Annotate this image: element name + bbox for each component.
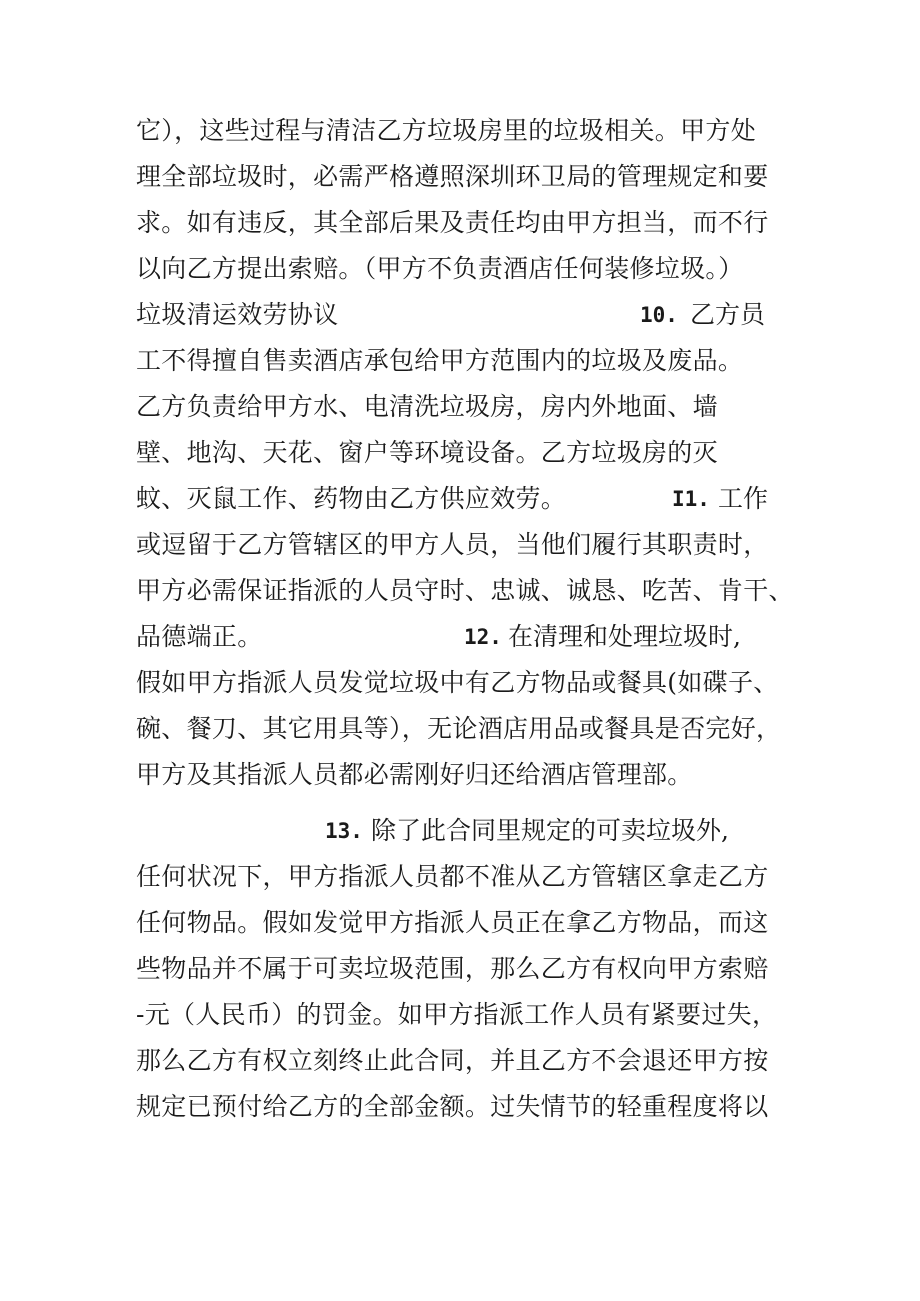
clause-12-start: 在清理和处理垃圾时, [508,622,741,651]
text-line: 求。如有违反，其全部后果及责任均由甲方担当，而不行 [136,208,769,237]
text-line: 壁、地沟、天花、窗户等环境设备。乙方垃圾房的灭 [136,438,718,467]
clause-10-start: 乙方员 [690,300,766,329]
text-line: 任何物品。假如发觉甲方指派人员正在拿乙方物品，而这 [136,908,769,937]
text-line: 理全部垃圾时，必需严格遵照深圳环卫局的管理规定和要 [136,162,769,191]
text-line: 些物品并不属于可卖垃圾范围，那么乙方有权向甲方索赔 [136,954,769,983]
text-line: 工不得擅自售卖酒店承包给甲方范围内的垃圾及废品。 [136,346,744,375]
clause-number-13: 13. [325,819,363,843]
text-line: 或逗留于乙方管辖区的甲方人员，当他们履行其职责时， [136,530,769,559]
text-line: 假如甲方指派人员发觉垃圾中有乙方物品或餐具(如碟子、 [136,668,779,697]
clause-number-10: 10. [640,303,678,327]
text-line: 甲方必需保证指派的人员守时、忠诚、诚恳、吃苦、肯干、 [136,576,794,605]
clause-13-start: 除了此合同里规定的可卖垃圾外, [371,816,729,845]
text-line: 乙方负责给甲方水、电清洗垃圾房，房内外地面、墙 [136,392,718,421]
text-line: 蚊、灭鼠工作、药物由乙方供应效劳。 [136,484,567,513]
clause-11-start: 工作 [718,484,769,513]
text-line: 它），这些过程与清洁乙方垃圾房里的垃圾相关。甲方处 [136,116,757,145]
clause-number-11: I1. [672,487,710,511]
text-line: 规定已预付给乙方的全部金额。过失情节的轻重程度将以 [136,1092,769,1121]
text-line: 那么乙方有权立刻终止此合同，并且乙方不会退还甲方按 [136,1046,769,1075]
text-line: 以向乙方提出索赔。（甲方不负责酒店任何装修垃圾。） [136,254,744,283]
text-line: 甲方及其指派人员都必需刚好归还给酒店管理部。 [136,760,693,789]
text-line: 垃圾清运效劳协议 [136,300,339,329]
clause-number-12: 12. [464,625,502,649]
text-line: 任何状况下，甲方指派人员都不准从乙方管辖区拿走乙方 [136,862,769,891]
text-line: 碗、餐刀、其它用具等），无论酒店用品或餐具是否完好， [136,714,782,743]
text-line: 品德端正。 [136,622,263,651]
text-line: -元（人民币）的罚金。如甲方指派工作人员有紧要过失， [136,1000,778,1029]
